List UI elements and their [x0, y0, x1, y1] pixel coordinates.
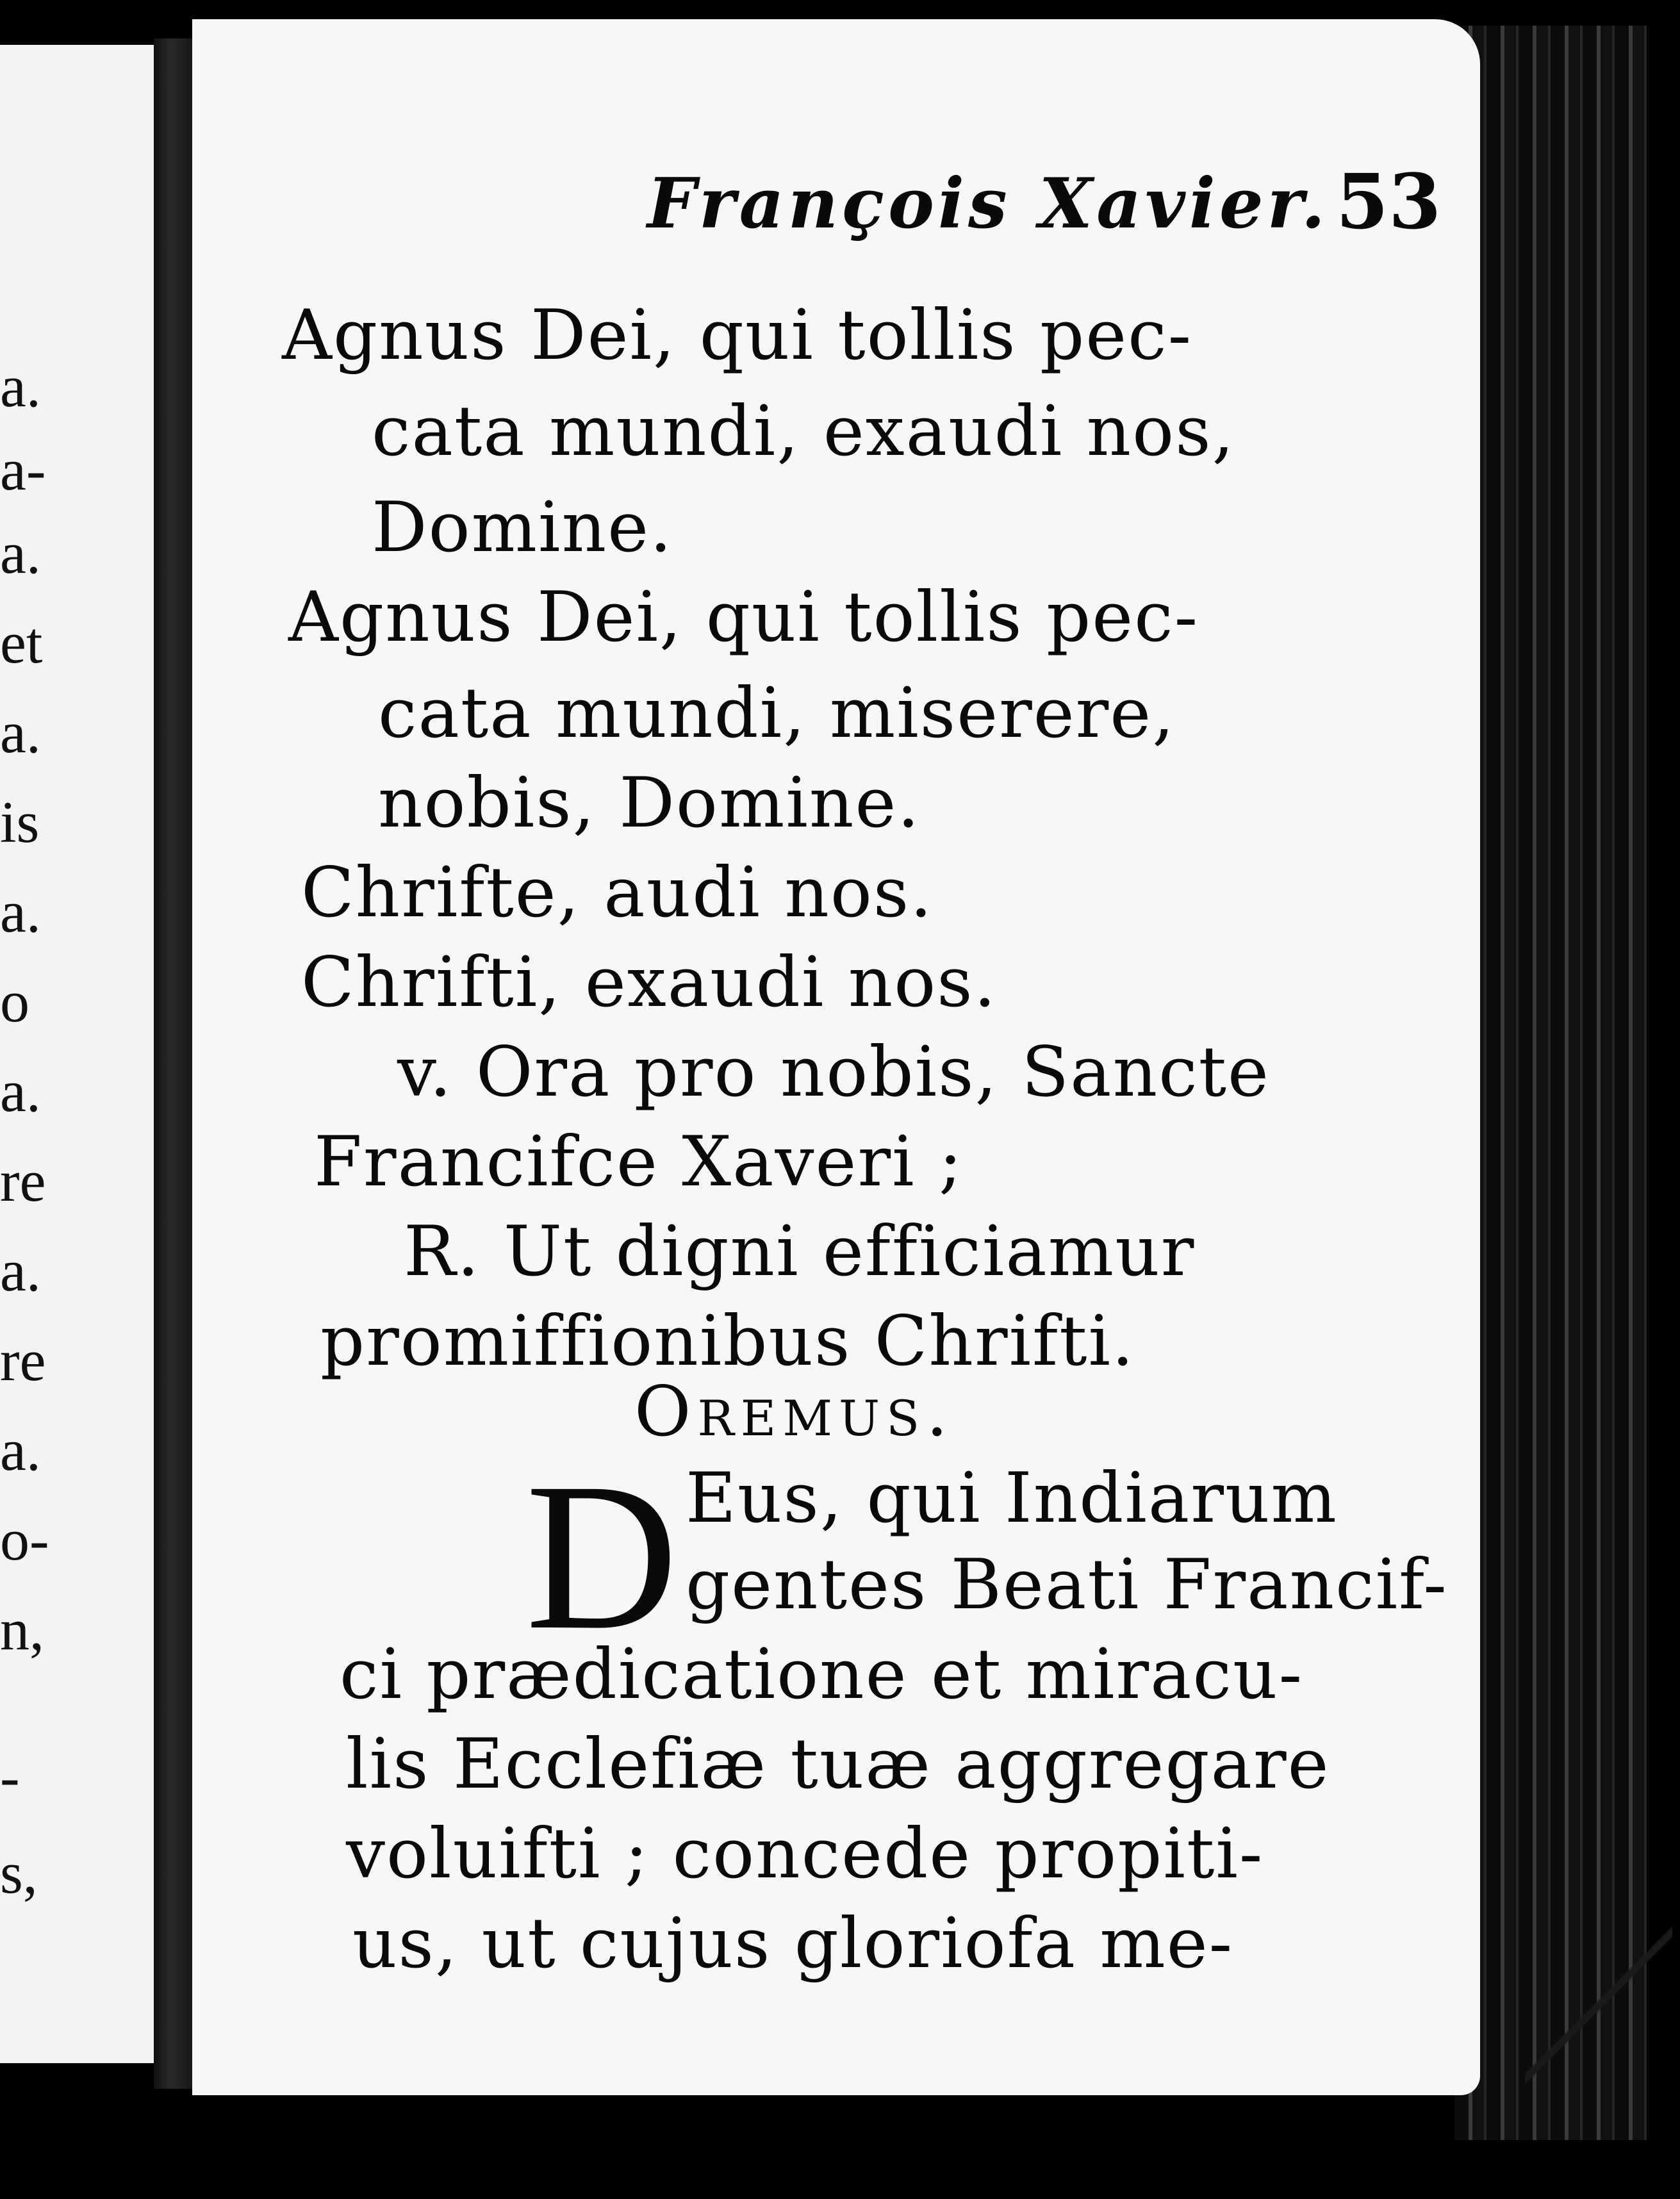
- text-line: Chrifte, audi nos.: [301, 853, 934, 933]
- edge-fragment: -: [0, 1744, 20, 1809]
- drop-capital: D: [525, 1440, 679, 1674]
- section-heading: Oremus.: [634, 1372, 955, 1452]
- edge-fragment: re: [0, 1328, 46, 1393]
- book-block-edge: [1454, 26, 1647, 2140]
- edge-fragment: re: [0, 1148, 46, 1214]
- text-line: v. Ora pro nobis, Sancte: [397, 1032, 1270, 1112]
- text-line: gentes Beati Francif-: [686, 1545, 1448, 1625]
- edge-fragment: o: [0, 969, 29, 1034]
- text-line: Francifce Xaveri ;: [314, 1122, 964, 1202]
- edge-fragment: a-: [0, 437, 46, 502]
- text-line: voluifti ; concede propiti-: [346, 1814, 1264, 1894]
- text-line: Eus, qui Indiarum: [686, 1458, 1338, 1538]
- text-line: promiffionibus Chrifti.: [320, 1301, 1135, 1381]
- text-line: R. Ut digni efficiamur: [404, 1212, 1196, 1292]
- edge-fragment: s,: [0, 1840, 38, 1906]
- page-corner-fold: [1525, 1909, 1672, 2102]
- text-line: Agnus Dei, qui tollis pec-: [282, 295, 1193, 375]
- text-line: Agnus Dei, qui tollis pec-: [288, 577, 1199, 657]
- text-line: Chrifti, exaudi nos.: [301, 943, 998, 1023]
- edge-fragment: is: [0, 789, 40, 855]
- text-line: cata mundi, exaudi nos,: [372, 391, 1235, 472]
- page-text: [192, 19, 1480, 2095]
- edge-fragment: et: [0, 610, 43, 675]
- edge-fragment: n,: [0, 1597, 44, 1662]
- edge-fragment: a.: [0, 879, 41, 944]
- text-line: ci prædicatione et miracu-: [340, 1635, 1304, 1715]
- text-line: Domine.: [372, 488, 673, 568]
- edge-fragment: a.: [0, 700, 41, 765]
- running-head: François Xavier.: [647, 163, 1330, 244]
- edge-fragment: a.: [0, 1417, 41, 1483]
- edge-fragment: a.: [0, 1058, 41, 1124]
- edge-fragment: a.: [0, 1238, 41, 1303]
- left-facing-page: [0, 45, 154, 2063]
- text-line: lis Ecclefiæ tuæ aggregare: [346, 1724, 1330, 1804]
- page-number: 53: [1336, 157, 1442, 246]
- edge-fragment: o-: [0, 1507, 49, 1572]
- edge-fragment: a.: [0, 520, 41, 586]
- edge-fragment: a.: [0, 354, 41, 419]
- text-line: cata mundi, miserere,: [378, 673, 1176, 754]
- book-gutter: [154, 38, 195, 2089]
- right-page: [192, 19, 1480, 2095]
- text-line: nobis, Domine.: [378, 763, 921, 843]
- text-line: us, ut cujus gloriofa me-: [352, 1904, 1234, 1984]
